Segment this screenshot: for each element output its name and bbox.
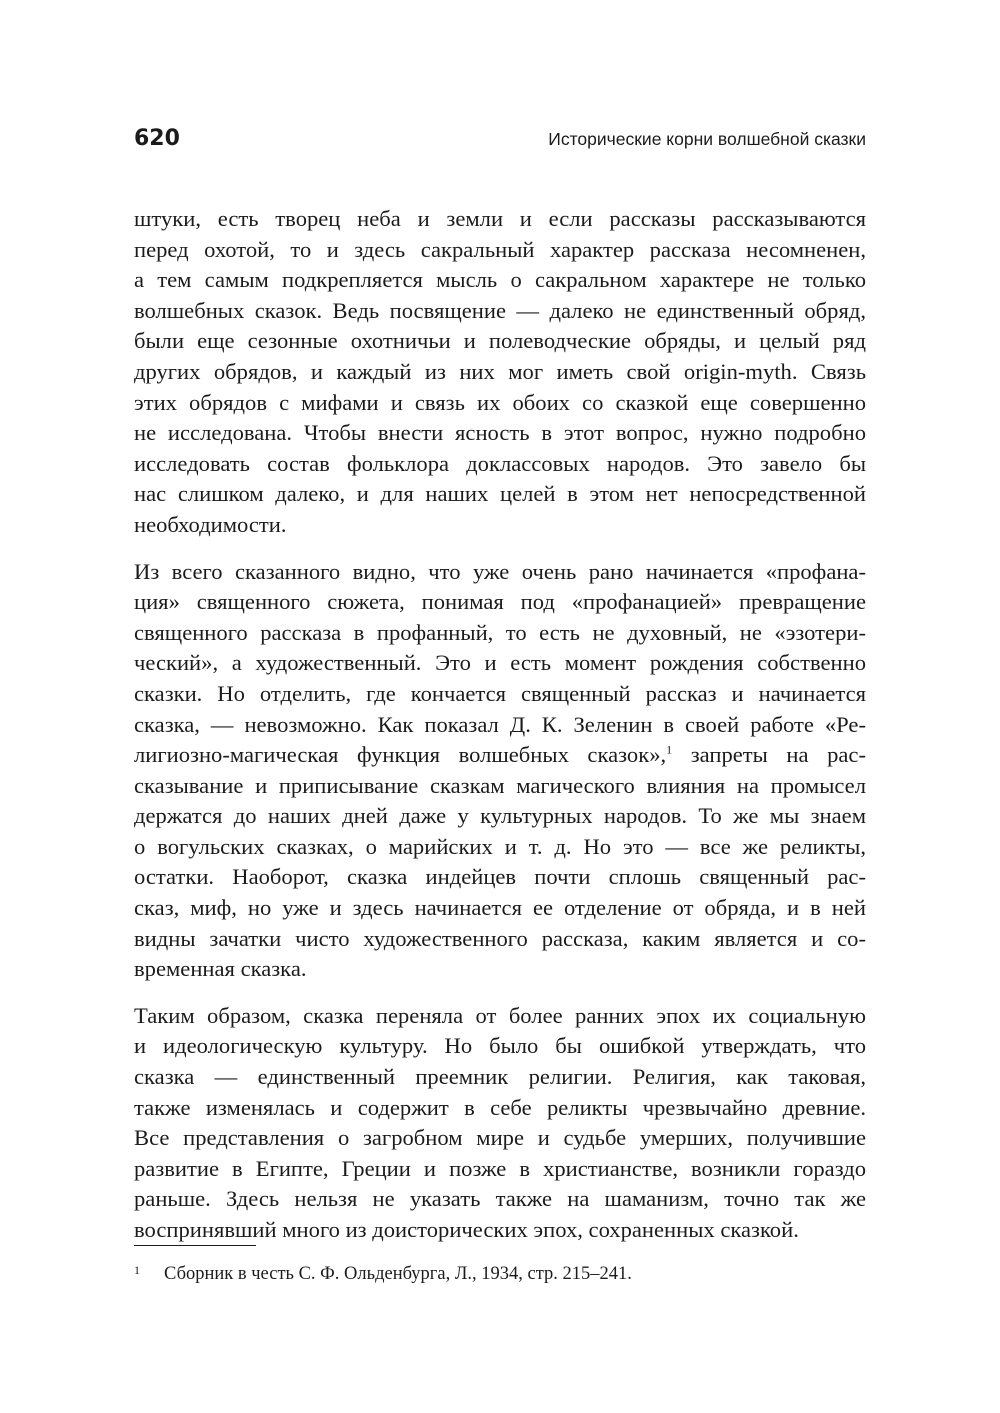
text-line: сказ, миф, но уже и здесь начинается ее отделение от обряда, и в ней [134,895,866,921]
text-line: развитие в Египте, Греции и позже в христианстве, возникли гораздо [134,1155,866,1181]
running-title: Исторические корни волшебной сказки [548,129,866,149]
text-line: временная сказка. [134,956,307,982]
text-line: необходимости. [134,511,287,537]
page-number: 620 [134,126,180,151]
text-line: воспринявший много из доисторических эпох, сохраненных сказкой. [134,1217,799,1242]
text-line: священного рассказа в профанный, то есть не духовный, не «эзотери- [134,619,866,645]
text-line: раньше. Здесь нельзя не указать также на шаманизм, точно так же [134,1186,866,1212]
text-line: и идеологическую культуру. Но было бы ошибкой утверждать, что [134,1033,866,1059]
text-line: были еще сезонные охотничьи и полеводческие обряды, и целый ряд [134,328,866,354]
footnote-divider [134,1245,256,1246]
main-text [134,204,866,1246]
text-line: видны зачатки чисто художественного рассказа, каким является и со- [134,925,866,951]
text-line: Все представления о загробном мире и судьбе умерших, получившие [134,1125,866,1151]
footnote [134,1262,632,1287]
text-line: держатся до наших дней даже у культурных народов. То же мы знаем [134,803,866,829]
text-line: остатки. Наоборот, сказка индейцев почти сплошь священный рас- [134,864,866,890]
text-line-head: лигиозно-магическая функция волшебных сказок», [134,742,667,768]
text-line-with-footnote-ref [134,740,866,771]
text-line: исследовать состав фольклора доклассовых народов. Это завело бы [134,450,866,476]
text-line: Из всего сказанного видно, что уже очень рано начинается «профана- [134,558,866,584]
text-line: сказка, — невозможно. Как показал Д. К. Зеленин в своей работе «Ре- [134,711,866,737]
text-line: перед охотой, то и здесь сакральный характер рассказа несомненен, [134,236,866,262]
paragraph-3 [134,1001,866,1246]
text-line: а тем самым подкрепляется мысль о сакральном характере не только [134,267,866,293]
text-line: сказка — единственный преемник религии. Религия, как таковая, [134,1064,866,1090]
footnote-number: 1 [134,1263,140,1277]
text-line: Таким образом, сказка переняла от более ранних эпох их социальную [134,1002,866,1028]
text-line: ция» священного сюжета, понимая под «профанацией» превращение [134,589,866,615]
text-line: сказки. Но отделить, где кончается священный рассказ и начинается [134,680,866,706]
footnote-text: Сборник в честь С. Ф. Ольденбурга, Л., 1934, стр. 215–241. [164,1264,632,1284]
text-line-tail: запреты на рас- [672,742,866,768]
text-line: этих обрядов с мифами и связь их обоих со сказкой еще совершенно [134,389,866,415]
text-line: волшебных сказок. Ведь посвящение — далеко не единственный обряд, [134,297,866,323]
text-line: штуки, есть творец неба и земли и если рассказы рассказываются [134,206,866,231]
text-line: других обрядов, и каждый из них мог иметь свой origin-myth. Связь [134,358,866,384]
text-line: о вогульских сказках, о марийских и т. д. Но это — все же реликты, [134,833,866,859]
paragraph-2 [134,557,866,985]
running-head [134,126,866,160]
text-line: также изменялась и содержит в себе реликты чрезвычайно древние. [134,1094,866,1120]
footnote-reference[interactable]: 1 [666,742,673,757]
text-line: ческий», а художественный. Это и есть момент рождения собственно [134,650,866,676]
paragraph-1 [134,204,866,541]
text-line: сказывание и приписывание сказкам магического влияния на промысел [134,772,866,798]
text-line: не исследована. Чтобы внести ясность в этот вопрос, нужно подробно [134,420,866,446]
text-line: нас слишком далеко, и для наших целей в этом нет непосредственной [134,481,866,507]
